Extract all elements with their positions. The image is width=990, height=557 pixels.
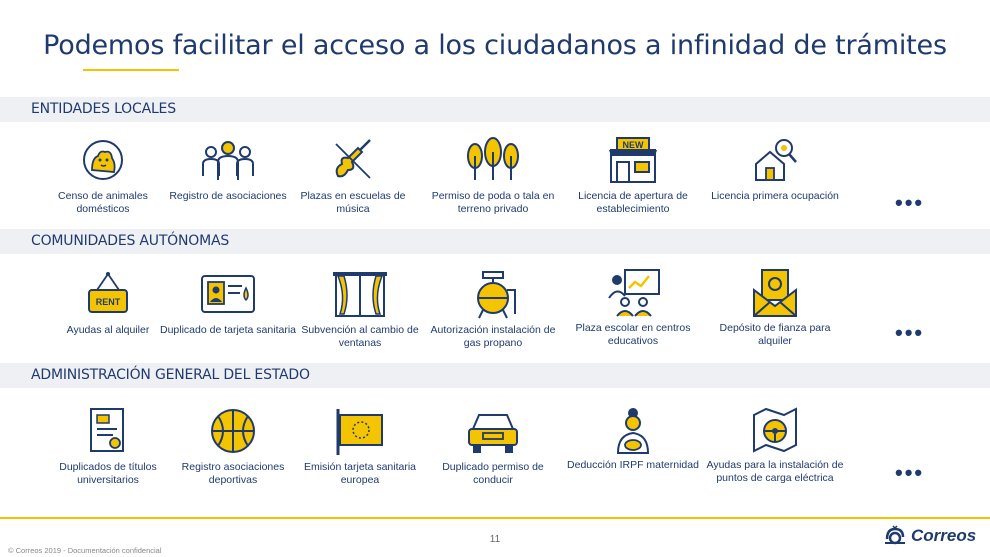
item-label: Permiso de poda o tala en terreno privado xyxy=(431,190,555,215)
more-items-indicator[interactable]: ••• xyxy=(895,460,925,485)
health-card-icon xyxy=(198,270,258,320)
item-label: Emisión tarjeta sanitaria europea xyxy=(303,461,417,486)
section-band-entidades-locales xyxy=(0,97,990,122)
item-label: Subvención al cambio de ventanas xyxy=(301,324,419,349)
item-permiso-conducir xyxy=(423,407,563,486)
section-label: ENTIDADES LOCALES xyxy=(31,101,176,117)
item-label: Depósito de fianza para alquiler xyxy=(719,322,831,347)
item-label: Censo de animales domésticos xyxy=(58,190,148,215)
rent-sign-icon xyxy=(83,270,133,320)
steering-map-icon xyxy=(750,405,800,455)
item-registro-asociaciones xyxy=(158,136,298,203)
item-subvencion-ventanas xyxy=(290,270,430,349)
item-deduccion-irpf xyxy=(563,405,703,472)
diploma-icon xyxy=(83,407,133,457)
footer-divider xyxy=(0,517,990,519)
post-horn-icon xyxy=(883,525,907,547)
item-licencia-apertura xyxy=(563,136,703,215)
item-label: Registro asociaciones deportivas xyxy=(181,461,285,486)
page-number: 11 xyxy=(489,534,501,545)
slide-title: Podemos facilitar el acceso a los ciudadanos a infinidad de trámites xyxy=(43,30,947,61)
gas-tank-icon xyxy=(463,270,523,320)
more-items-indicator[interactable]: ••• xyxy=(895,190,925,215)
mother-icon xyxy=(608,405,658,455)
people-group-icon xyxy=(198,136,258,186)
section-label: ADMINISTRACIÓN GENERAL DEL ESTADO xyxy=(31,367,310,383)
item-ayudas-alquiler xyxy=(38,270,178,337)
new-store-icon xyxy=(603,136,663,186)
trees-icon xyxy=(463,136,523,186)
item-deposito-fianza xyxy=(705,268,845,347)
item-registro-deportivas xyxy=(163,407,303,486)
item-label: Duplicados de títulos universitarios xyxy=(59,461,157,486)
item-permiso-poda xyxy=(423,136,563,215)
item-tarjeta-europea xyxy=(290,407,430,486)
item-licencia-ocupacion xyxy=(705,136,845,203)
violin-icon xyxy=(328,136,378,186)
item-autorizacion-gas xyxy=(423,270,563,349)
item-plazas-musica xyxy=(283,136,423,215)
item-label: Licencia de apertura de establecimiento xyxy=(578,190,688,215)
section-band-comunidades-autonomas xyxy=(0,229,990,254)
item-duplicado-tarjeta-sanitaria xyxy=(158,270,298,337)
car-icon xyxy=(463,407,523,457)
window-icon xyxy=(330,270,390,320)
item-label: Autorización instalación de gas propano xyxy=(430,324,556,349)
basketball-icon xyxy=(208,407,258,457)
svg-text:NEW: NEW xyxy=(622,140,644,150)
item-label: Plaza escolar en centros educativos xyxy=(575,322,691,347)
brand-name: Correos xyxy=(911,526,977,545)
item-duplicados-titulos xyxy=(38,407,178,486)
item-label: Ayudas al alquiler xyxy=(66,324,150,336)
correos-logo xyxy=(883,525,976,547)
classroom-icon xyxy=(603,268,663,318)
house-search-icon xyxy=(750,136,800,186)
item-label: Duplicado de tarjeta sanitaria xyxy=(160,324,296,336)
money-envelope-icon xyxy=(750,268,800,318)
item-label: Registro de asociaciones xyxy=(169,190,287,202)
item-label: Duplicado permiso de conducir xyxy=(442,461,544,486)
section-label: COMUNIDADES AUTÓNOMAS xyxy=(31,233,230,249)
more-items-indicator[interactable]: ••• xyxy=(895,320,925,345)
item-label: Licencia primera ocupación xyxy=(711,190,839,202)
pets-icon xyxy=(78,136,128,186)
item-plaza-escolar xyxy=(563,268,703,347)
svg-text:RENT: RENT xyxy=(95,297,121,307)
title-underline xyxy=(83,69,179,71)
item-censo-animales xyxy=(33,136,173,215)
item-label: Deducción IRPF maternidad xyxy=(567,459,699,471)
eu-flag-icon xyxy=(330,407,390,457)
item-label: Plazas en escuelas de música xyxy=(300,190,406,215)
section-band-administracion-general xyxy=(0,363,990,388)
copyright-notice: © Correos 2019 - Documentación confidencial xyxy=(8,546,162,555)
item-label: Ayudas para la instalación de puntos de carga eléctrica xyxy=(706,459,844,484)
item-ayudas-carga-electrica xyxy=(705,405,845,484)
